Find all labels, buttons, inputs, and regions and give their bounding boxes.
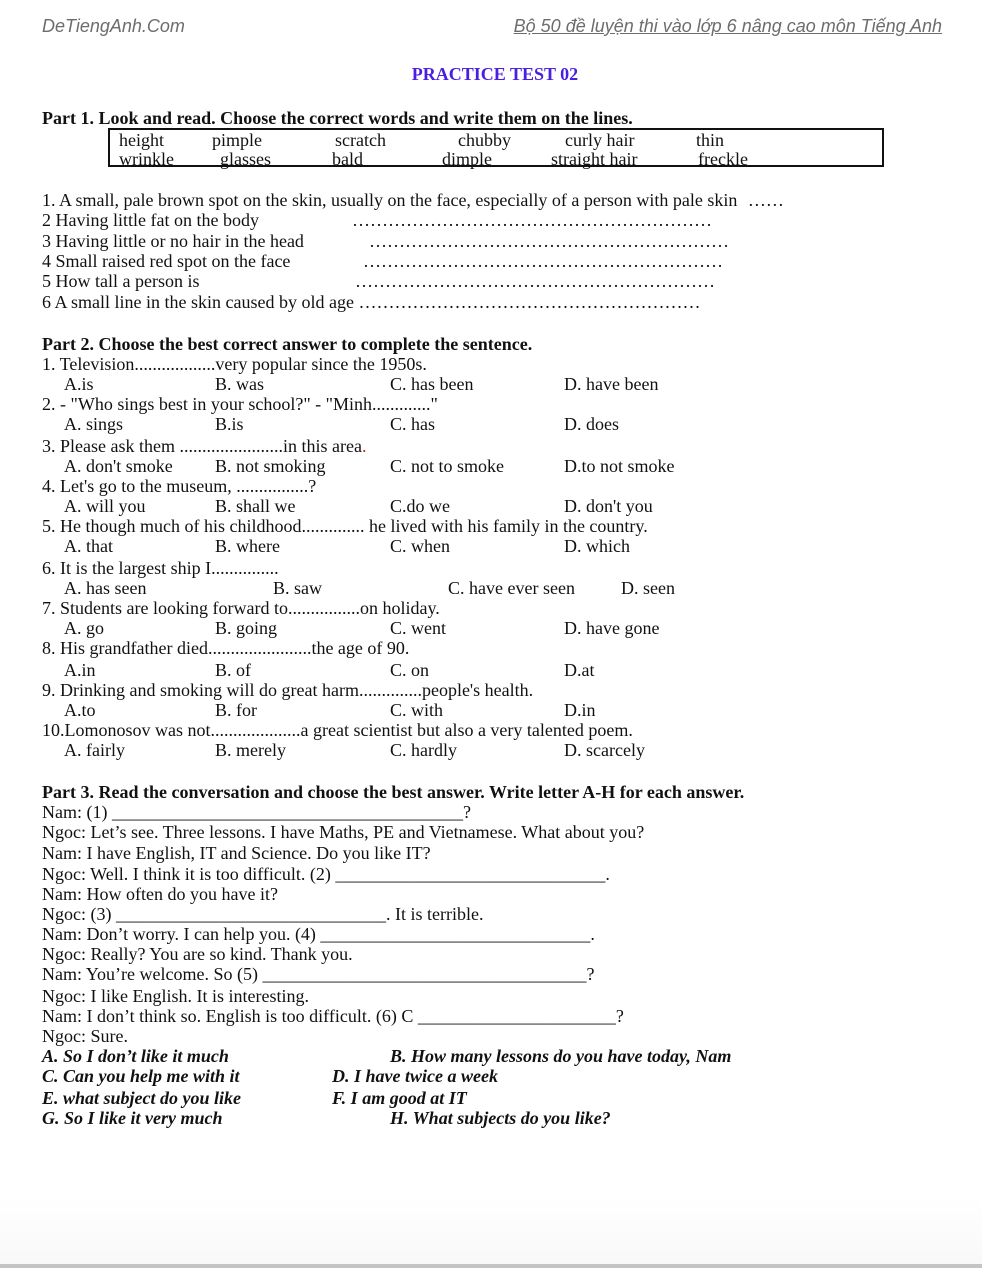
option-c[interactable]: C. has [390,414,435,434]
page-footer-shade [0,1198,982,1268]
series-title-link[interactable]: Bộ 50 đề luyện thi vào lớp 6 nâng cao môn Tiếng Anh [513,16,942,36]
option-a[interactable]: A.in [64,660,96,680]
part1-item-5: 5 How tall a person is …………………………………………………… [42,271,715,291]
part1-item-6: 6 A small line in the skin caused by old age ………………………………………………… [42,292,701,312]
answer-option-c: C. Can you help me with it [42,1066,240,1086]
question-stem: 3. Please ask them .......................in this area. [42,436,367,456]
option-c[interactable]: C. on [390,660,430,680]
option-c[interactable]: C. went [390,618,446,638]
word: height [119,130,164,150]
word: pimple [212,130,262,150]
word: bald [332,149,363,169]
answer-blank[interactable]: …………………………………………………… [355,271,715,291]
dialogue-line: Nam: (1) _______________________________________? [42,802,471,822]
answer-blank[interactable]: ………………………………………………… [358,292,701,312]
option-c[interactable]: C. have ever seen [448,578,575,598]
answer-option-e: E. what subject do you like [42,1088,242,1108]
dialogue-line: Nam: How often do you have it? [42,884,278,904]
answer-blank[interactable]: …………………………………………………… [369,231,729,251]
option-a[interactable]: A. go [64,618,104,638]
question-stem: 7. Students are looking forward to................on holiday. [42,598,440,618]
question-stem: 2. - "Who sings best in your school?" - "Minh............." [42,394,438,414]
question-stem: 5. He though much of his childhood.............. he lived with his family in the country. [42,516,648,536]
dialogue-line: Ngoc: I like English. It is interesting. [42,986,309,1006]
option-d[interactable]: D. seen [621,578,675,598]
answer-option-a: A. So I don’t like it much [42,1046,229,1066]
answer-option-d: D. I have twice a week [332,1066,498,1086]
answer-option-g: G. So I like it very much [42,1108,223,1128]
dialogue-line: Nam: I don’t think so. English is too difficult. (6) C ______________________? [42,1006,624,1026]
option-a[interactable]: A.is [64,374,94,394]
word: dimple [442,149,492,169]
option-b[interactable]: B. saw [273,578,322,598]
word: chubby [458,130,511,150]
option-d[interactable]: D. does [564,414,619,434]
word: straight hair [551,149,638,169]
option-c[interactable]: C. hardly [390,740,457,760]
word: glasses [220,149,271,169]
question-stem: 8. His grandfather died.......................the age of 90. [42,638,410,658]
option-a[interactable]: A.to [64,700,96,720]
answer-blank[interactable]: …………………………………………………… [352,210,712,230]
part1-item-3: 3 Having little or no hair in the head …………………………………………………… [42,231,729,251]
option-a[interactable]: A. fairly [64,740,125,760]
question-stem: 6. It is the largest ship I............... [42,558,279,578]
option-a[interactable]: A. don't smoke [64,456,173,476]
part1-heading: Part 1. Look and read. Choose the correct words and write them on the lines. [42,108,633,128]
word-box [108,128,884,167]
question-stem: 4. Let's go to the museum, ................? [42,476,317,496]
option-d[interactable]: D. don't you [564,496,653,516]
option-b[interactable]: B. merely [215,740,286,760]
option-d[interactable]: D.to not smoke [564,456,675,476]
word: scratch [335,130,386,150]
option-d[interactable]: D. which [564,536,630,556]
answer-blank[interactable]: …… [747,190,784,210]
option-c[interactable]: C. with [390,700,444,720]
option-a[interactable]: A. has seen [64,578,147,598]
dialogue-line: Ngoc: Well. I think it is too difficult. (2) ______________________________. [42,864,610,884]
dialogue-line: Ngoc: (3) ______________________________. It is terrible. [42,904,484,924]
question-stem: 10.Lomonosov was not....................a great scientist but also a very talented poem. [42,720,633,740]
option-a[interactable]: A. sings [64,414,124,434]
option-b[interactable]: B.is [215,414,244,434]
part3-heading: Part 3. Read the conversation and choose the best answer. Write letter A-H for each answer. [42,782,745,802]
site-name: DeTiengAnh.Com [42,16,185,36]
dialogue-line: Ngoc: Sure. [42,1026,128,1046]
page-edge-divider [0,1264,982,1268]
question-stem: 9. Drinking and smoking will do great harm..............people's health. [42,680,534,700]
answer-option-h: H. What subjects do you like? [390,1108,611,1128]
option-d[interactable]: D. have gone [564,618,660,638]
dialogue-line: Ngoc: Let’s see. Three lessons. I have Maths, PE and Vietnamese. What about you? [42,822,645,842]
word: freckle [698,149,748,169]
question-stem: 1. Television..................very popular since the 1950s. [42,354,427,374]
part1-item-2: 2 Having little fat on the body …………………………………………………… [42,210,712,230]
option-c[interactable]: C.do we [390,496,450,516]
option-b[interactable]: B. going [215,618,278,638]
part2-heading: Part 2. Choose the best correct answer to complete the sentence. [42,334,533,354]
answer-option-b: B. How many lessons do you have today, Nam [390,1046,732,1066]
option-a[interactable]: A. will you [64,496,146,516]
dialogue-line: Nam: I have English, IT and Science. Do you like IT? [42,843,431,863]
option-b[interactable]: B. where [215,536,280,556]
dialogue-line: Ngoc: Really? You are so kind. Thank you. [42,944,353,964]
word: curly hair [565,130,635,150]
option-b[interactable]: B. of [215,660,251,680]
option-b[interactable]: B. not smoking [215,456,326,476]
option-d[interactable]: D. scarcely [564,740,645,760]
option-d[interactable]: D. have been [564,374,659,394]
answer-blank[interactable]: …………………………………………………… [363,251,723,271]
option-d[interactable]: D.in [564,700,596,720]
option-b[interactable]: B. was [215,374,264,394]
option-d[interactable]: D.at [564,660,595,680]
option-c[interactable]: C. has been [390,374,474,394]
option-a[interactable]: A. that [64,536,113,556]
option-c[interactable]: C. not to smoke [390,456,505,476]
option-b[interactable]: B. for [215,700,257,720]
page-title: PRACTICE TEST 02 [411,64,579,84]
part1-item-4: 4 Small raised red spot on the face …………………………………………………… [42,251,723,271]
answer-option-f: F. I am good at IT [332,1088,467,1108]
dialogue-line: Nam: You’re welcome. So (5) ____________________________________? [42,964,595,984]
option-b[interactable]: B. shall we [215,496,296,516]
dialogue-line: Nam: Don’t worry. I can help you. (4) ______________________________. [42,924,595,944]
option-c[interactable]: C. when [390,536,450,556]
word: wrinkle [119,149,174,169]
word: thin [696,130,725,150]
part1-item-1: 1. A small, pale brown spot on the skin, usually on the face, especially of a person with pale skin …… [42,190,784,210]
